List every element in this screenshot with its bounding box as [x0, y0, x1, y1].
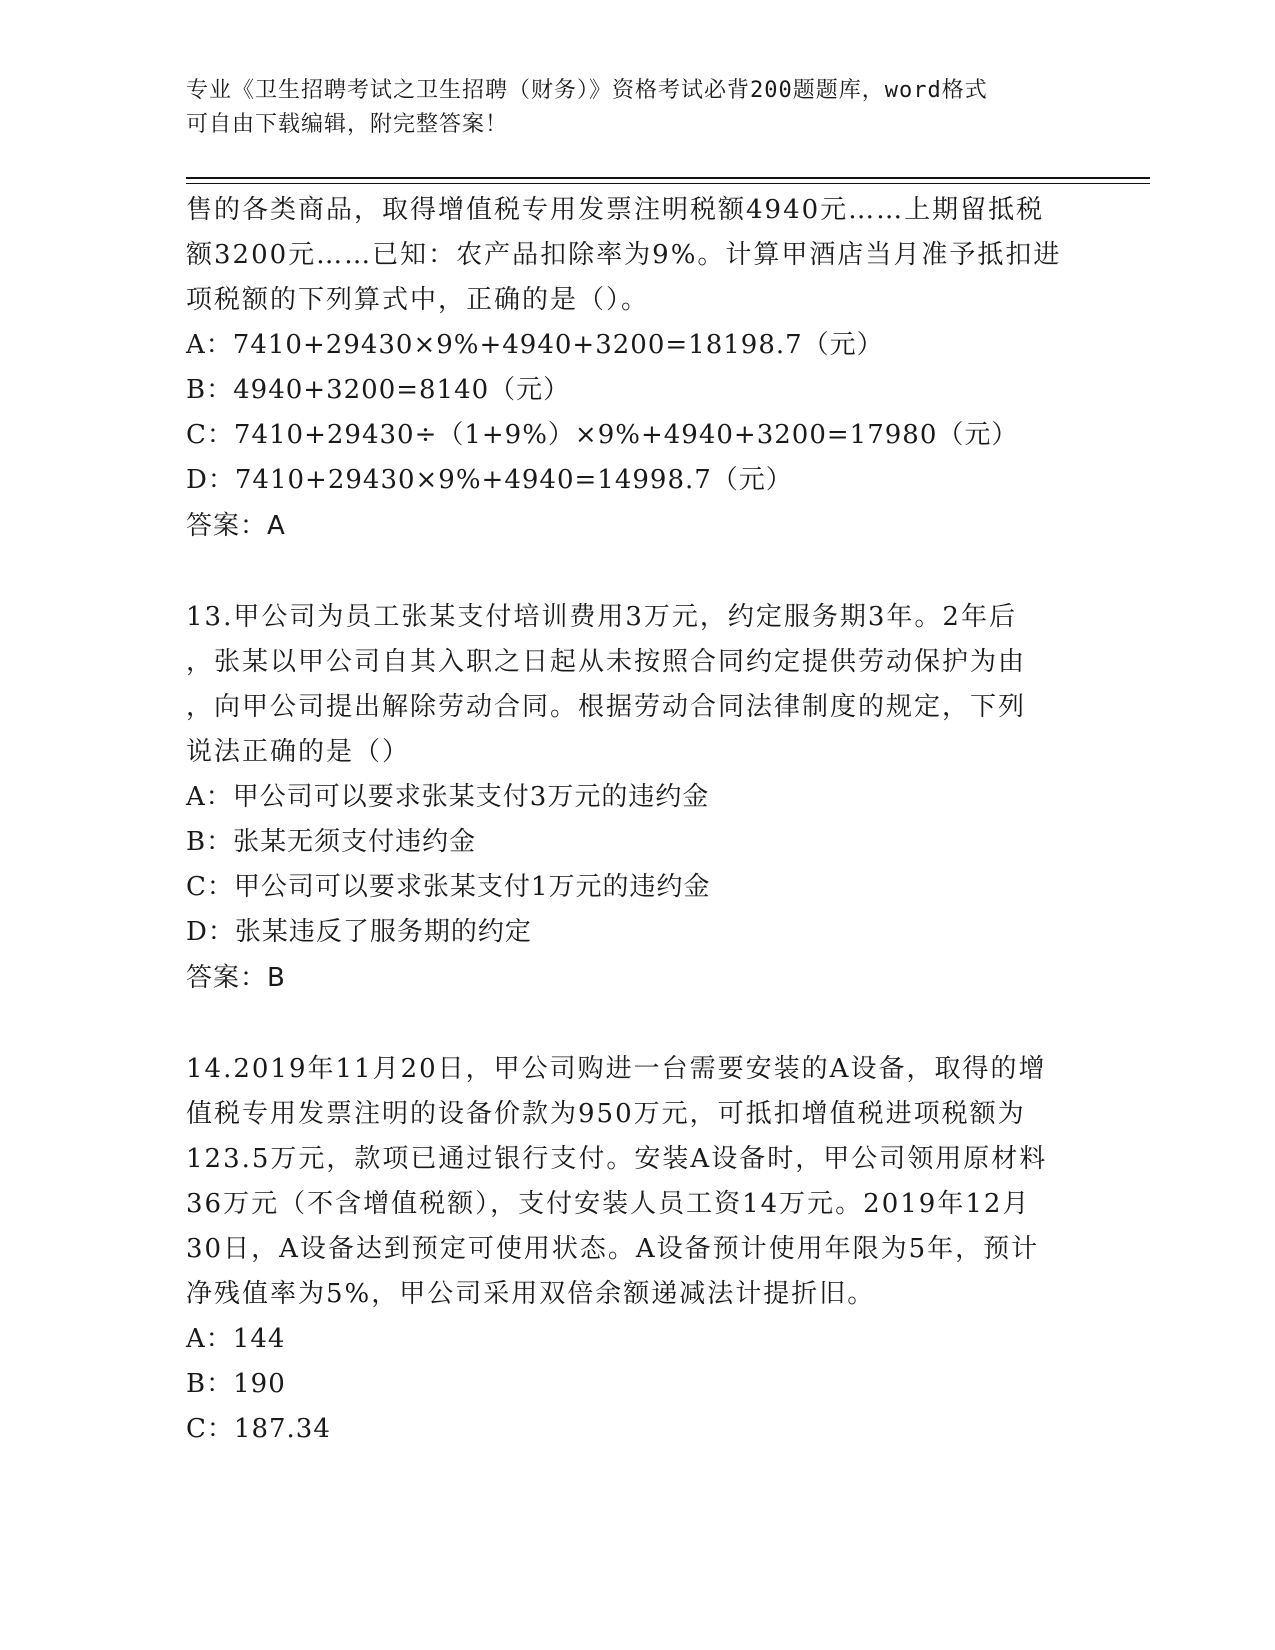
option-text: 7410+29430÷（1+9%）×9%+4940+3200=17980（元） — [233, 420, 1019, 450]
option-key: B： — [186, 827, 234, 857]
option-text: 144 — [232, 1324, 286, 1354]
option-key: C： — [186, 1414, 234, 1444]
document-header — [186, 74, 1086, 142]
option-text: 7410+29430×9%+4940=14998.7（元） — [234, 465, 793, 495]
option-text: 4940+3200=8140（元） — [233, 375, 571, 405]
option-key: C： — [186, 420, 234, 450]
question-14 — [186, 1047, 1086, 1452]
option-d — [186, 458, 1086, 503]
option-key: C： — [186, 872, 234, 902]
header-divider-thin — [186, 183, 1150, 184]
stem-line: 值税专用发票注明的设备价款为950万元，可抵扣增值税进项税额为 — [186, 1099, 1026, 1129]
option-a — [186, 775, 1086, 820]
stem-line: 13.甲公司为员工张某支付培训费用3万元，约定服务期3年。2年后 — [186, 602, 1017, 632]
question-13 — [186, 595, 1086, 1001]
stem-line: ，向甲公司提出解除劳动合同。根据劳动合同法律制度的规定，下列 — [186, 692, 1027, 722]
answer-line: 答案：B — [186, 963, 286, 993]
option-key: D： — [186, 465, 235, 495]
option-key: D： — [186, 917, 235, 947]
option-key: A： — [186, 782, 233, 812]
header-line-2: 可自由下载编辑，附完整答案！ — [186, 112, 509, 137]
option-text: 190 — [233, 1369, 286, 1399]
option-text: 187.34 — [233, 1414, 331, 1444]
stem-line: 售的各类商品，取得增值税专用发票注明税额4940元……上期留抵税 — [186, 195, 1045, 225]
option-text: 张某无须支付违约金 — [233, 827, 477, 857]
option-c — [186, 865, 1086, 910]
option-key: A： — [186, 1324, 233, 1354]
stem-line: 30日，A设备达到预定可使用状态。A设备预计使用年限为5年，预计 — [186, 1234, 1040, 1264]
option-text: 张某违反了服务期的约定 — [234, 917, 532, 947]
answer-line: 答案：A — [186, 511, 286, 541]
spacer — [186, 1001, 1086, 1047]
stem-line: 额3200元……已知：农产品扣除率为9%。计算甲酒店当月准予抵扣进 — [186, 240, 1062, 270]
option-c — [186, 413, 1086, 458]
stem-line: 14.2019年11月20日，甲公司购进一台需要安装的A设备，取得的增 — [186, 1054, 1047, 1084]
option-text: 甲公司可以要求张某支付1万元的违约金 — [233, 872, 711, 902]
option-key: B： — [186, 375, 234, 405]
stem-line: 123.5万元，款项已通过银行支付。安装A设备时，甲公司领用原材料 — [186, 1144, 1048, 1174]
question-stem — [186, 595, 1086, 775]
stem-line: ，张某以甲公司自其入职之日起从未按照合同约定提供劳动保护为由 — [186, 647, 1027, 677]
option-b — [186, 820, 1086, 865]
header-divider-thick — [186, 177, 1150, 179]
option-c — [186, 1407, 1086, 1452]
header-line-1: 专业《卫生招聘考试之卫生招聘（财务）》资格考试必背200题题库，word格式 — [186, 78, 988, 103]
question-12 — [186, 188, 1086, 549]
stem-line: 项税额的下列算式中，正确的是（）。 — [186, 285, 650, 315]
stem-line: 36万元（不含增值税额），支付安装人员工资14万元。2019年12月 — [186, 1189, 1031, 1219]
option-b — [186, 1362, 1086, 1407]
option-a — [186, 1317, 1086, 1362]
question-stem — [186, 188, 1086, 323]
stem-line: 净残值率为5%，甲公司采用双倍余额递减法计提折旧。 — [186, 1279, 876, 1309]
option-key: A： — [186, 330, 233, 360]
spacer — [186, 549, 1086, 595]
option-key: B： — [186, 1369, 234, 1399]
stem-line: 说法正确的是（） — [186, 737, 411, 767]
option-d — [186, 910, 1086, 955]
option-text: 甲公司可以要求张某支付3万元的违约金 — [232, 782, 710, 812]
document-body — [186, 188, 1086, 1452]
question-stem — [186, 1047, 1086, 1317]
option-b — [186, 368, 1086, 413]
option-a — [186, 323, 1086, 368]
option-text: 7410+29430×9%+4940+3200=18198.7（元） — [232, 330, 884, 360]
